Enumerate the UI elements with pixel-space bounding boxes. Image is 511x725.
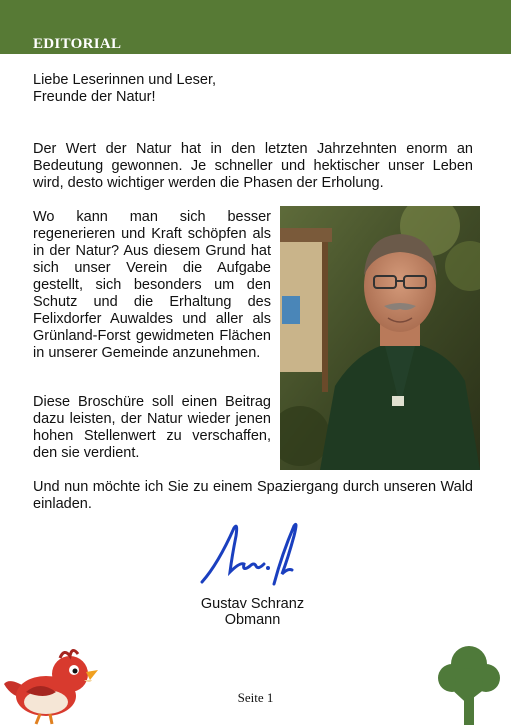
- tree-icon: [436, 642, 502, 725]
- paragraph: Und nun möchte ich Sie zu einem Spaziergang durch unseren Wald einladen.: [33, 479, 473, 512]
- signature-image: [196, 514, 306, 590]
- cartoon-bird-icon: [0, 640, 100, 725]
- portrait-photo: [280, 206, 480, 470]
- greeting-line: Liebe Leserinnen und Leser,: [33, 72, 217, 88]
- paragraph: Diese Broschüre soll einen Beitrag dazu leisten, der Natur wieder jenen hohen Stellenwert zu verschaffen, den sie verdient.: [33, 394, 271, 461]
- paragraph: Der Wert der Natur hat in den letzten Jahrzehnten enorm an Bedeutung gewonnen. Je schneller und hektischer unser Leben wird, desto wichtiger werden die Phasen der Erholung.: [33, 141, 473, 191]
- signature-name: Gustav Schranz: [200, 596, 305, 612]
- greeting-line: Freunde der Natur!: [33, 89, 156, 105]
- signature-role: Obmann: [224, 612, 281, 628]
- greeting: [33, 72, 473, 106]
- page-title: EDITORIAL: [33, 36, 122, 52]
- paragraph: Wo kann man sich besser regenerieren und Kraft schöpfen als in der Natur? Aus diesem Grund hat sich unser Verein die Aufgabe gestellt, sich besonders um den Schutz und die Erhaltung des Felixdorfer Auwaldes und aller als Grünland-Forst gewidmeten Flächen in unserer Gemeinde anzunehmen.: [33, 209, 271, 361]
- page-number: Seite 1: [237, 690, 274, 705]
